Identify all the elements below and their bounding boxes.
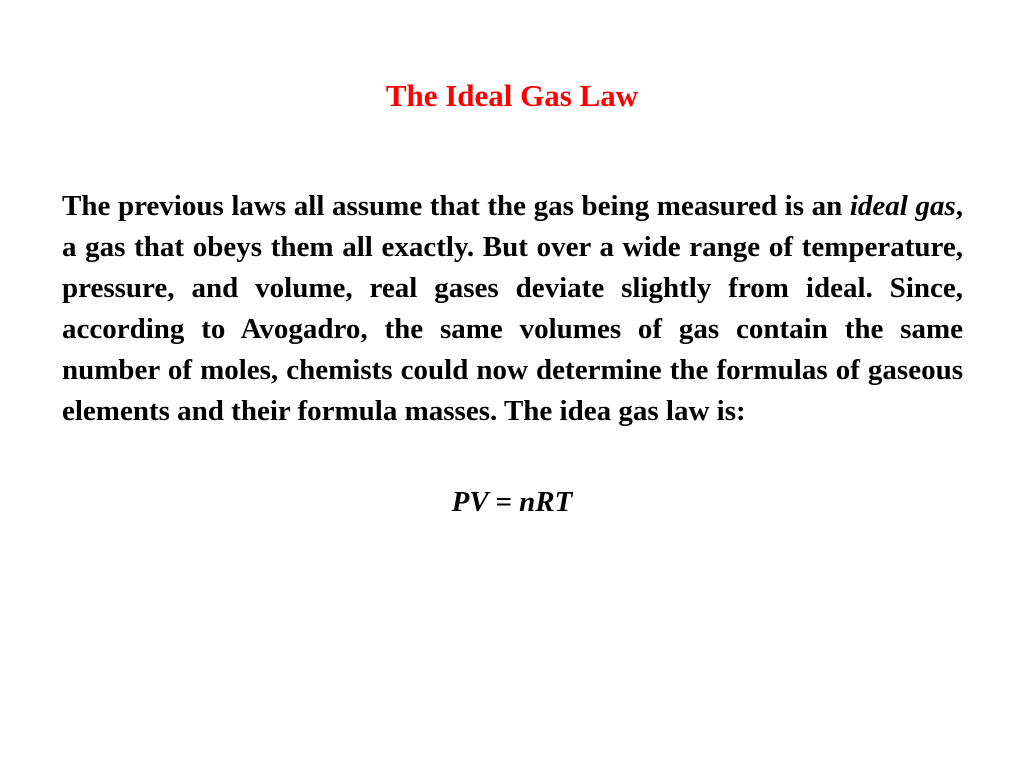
ideal-gas-formula: PV = nRT	[451, 486, 573, 518]
ideal-gas-term: ideal gas	[849, 190, 956, 222]
paragraph-text-2: , a gas that obeys them all exactly. But over a wide range of temperature, pressure, and volume, real gases deviate slightly from ideal. Since, according to Avogadro, the same volumes of gas contain the same number of moles, chemists could now determine the formulas of gaseous elements and their formula masses. The idea gas law is:	[62, 190, 963, 427]
paragraph-text-1: The previous laws all assume that the gas being measured is an	[62, 190, 850, 222]
body-paragraph	[62, 186, 963, 432]
slide-title: The Ideal Gas Law	[385, 78, 639, 113]
